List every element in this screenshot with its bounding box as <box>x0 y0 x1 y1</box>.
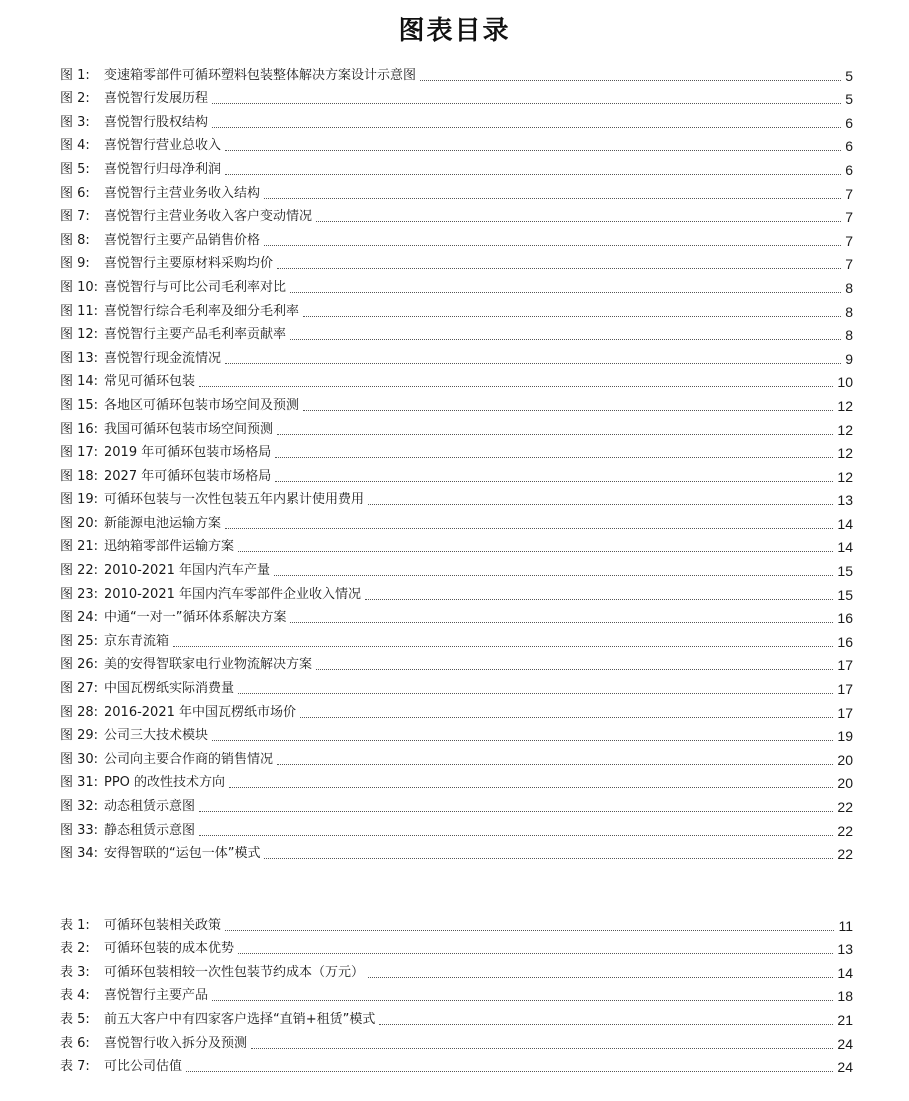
dot-leader <box>264 245 841 246</box>
dot-leader <box>238 953 833 954</box>
entry-label: 图 32: <box>60 799 99 814</box>
entry-title: 前五大客户中有四家客户选择“直销+租赁”模式 <box>104 1011 376 1027</box>
toc-entry-figure-33[interactable] <box>60 816 853 840</box>
dot-leader <box>186 1071 833 1072</box>
entry-title: 喜悦智行主要产品 <box>104 988 209 1004</box>
entry-page-number: 15 <box>837 586 853 603</box>
entry-label: 图 4: <box>60 138 90 154</box>
toc-entry-figure-6[interactable] <box>60 179 853 203</box>
dot-leader <box>225 930 834 931</box>
toc-entry-table-7[interactable] <box>60 1053 853 1077</box>
entry-page-number: 10 <box>837 374 853 391</box>
toc-entry-figure-34[interactable] <box>60 840 853 864</box>
dot-leader <box>225 528 833 529</box>
entry-title: 2016-2021 年中国瓦楞纸市场价 <box>104 704 296 720</box>
entry-page-number: 20 <box>837 775 853 792</box>
entry-page-number: 16 <box>837 610 853 627</box>
entry-page-number: 18 <box>837 988 853 1005</box>
dot-leader <box>251 1048 833 1049</box>
toc-entry-figure-27[interactable] <box>60 674 853 698</box>
entry-page-number: 13 <box>837 941 853 958</box>
entry-title: 喜悦智行主营业务收入客户变动情况 <box>104 209 313 225</box>
dot-leader <box>368 977 833 978</box>
dot-leader <box>199 835 833 836</box>
dot-leader <box>300 717 833 718</box>
toc-entry-figure-12[interactable] <box>60 321 853 345</box>
dot-leader <box>277 434 833 435</box>
entry-page-number: 6 <box>845 138 853 155</box>
entry-label: 图 18: <box>60 468 99 484</box>
figure-list <box>60 61 853 863</box>
entry-label: 图 16: <box>60 421 99 437</box>
entry-title: 公司三大技术模块 <box>104 728 209 744</box>
entry-label: 图 9: <box>60 256 90 272</box>
entry-title: 喜悦智行股权结构 <box>104 114 209 130</box>
dot-leader <box>199 811 833 812</box>
entry-title: 喜悦智行发展历程 <box>104 91 209 107</box>
entry-label: 图 1: <box>60 67 90 83</box>
entry-title: 变速箱零部件可循环塑料包装整体解决方案设计示意图 <box>104 67 417 83</box>
dot-leader <box>277 764 833 765</box>
entry-label: 图 23: <box>60 586 99 602</box>
page-title: 图表目录 <box>398 16 511 46</box>
entry-page-number: 22 <box>837 846 853 863</box>
toc-entry-figure-13[interactable] <box>60 344 853 368</box>
table-list <box>60 911 853 1076</box>
entry-page-number: 7 <box>845 256 853 273</box>
toc-entry-figure-3[interactable] <box>60 108 853 132</box>
dot-leader <box>275 481 833 482</box>
toc-entry-figure-28[interactable] <box>60 698 853 722</box>
entry-page-number: 14 <box>837 964 853 981</box>
entry-page-number: 24 <box>837 1035 853 1052</box>
entry-title: 喜悦智行现金流情况 <box>104 350 222 366</box>
dot-leader <box>225 363 841 364</box>
entry-title: 动态租赁示意图 <box>104 799 196 814</box>
entry-label: 图 34: <box>60 846 99 862</box>
entry-label: 图 26: <box>60 657 99 673</box>
toc-entry-figure-30[interactable] <box>60 745 853 769</box>
entry-title: 我国可循环包装市场空间预测 <box>104 421 274 437</box>
toc-entry-figure-18[interactable] <box>60 462 853 486</box>
entry-label: 图 20: <box>60 515 99 531</box>
toc-entry-figure-25[interactable] <box>60 627 853 651</box>
toc-entry-figure-26[interactable] <box>60 651 853 675</box>
entry-title: 喜悦智行综合毛利率及细分毛利率 <box>104 303 300 319</box>
entry-label: 表 7: <box>60 1059 90 1075</box>
entry-page-number: 14 <box>837 515 853 532</box>
dot-leader <box>225 150 841 151</box>
entry-page-number: 6 <box>845 114 853 131</box>
entry-label: 图 7: <box>60 209 90 225</box>
entry-page-number: 12 <box>837 468 853 485</box>
entry-title: 可比公司估值 <box>104 1059 183 1075</box>
entry-label: 图 10: <box>60 279 99 295</box>
dot-leader <box>212 103 841 104</box>
entry-label: 表 3: <box>60 964 90 980</box>
entry-label: 图 15: <box>60 397 99 413</box>
entry-label: 图 8: <box>60 232 90 248</box>
entry-title: 喜悦智行与可比公司毛利率对比 <box>104 279 287 295</box>
toc-entry-figure-19[interactable] <box>60 486 853 510</box>
dot-leader <box>225 174 841 175</box>
dot-leader <box>365 599 833 600</box>
dot-leader <box>212 740 833 741</box>
entry-title: 喜悦智行收入拆分及预测 <box>104 1035 248 1051</box>
entry-page-number: 12 <box>837 445 853 462</box>
dot-leader <box>316 669 833 670</box>
dot-leader <box>290 339 841 340</box>
toc-entry-table-2[interactable] <box>60 935 853 959</box>
entry-page-number: 17 <box>837 657 853 674</box>
entry-label: 图 13: <box>60 350 99 366</box>
entry-label: 图 17: <box>60 445 99 461</box>
entry-title: 中国瓦楞纸实际消费量 <box>104 681 235 697</box>
entry-page-number: 8 <box>845 303 853 320</box>
toc-entry-figure-1[interactable] <box>60 61 853 85</box>
entry-label: 图 29: <box>60 728 99 744</box>
entry-page-number: 22 <box>837 799 853 815</box>
toc-entry-figure-5[interactable] <box>60 155 853 179</box>
entry-label: 表 5: <box>60 1011 90 1027</box>
dot-leader <box>229 787 833 788</box>
entry-title: 可循环包装相较一次性包装节约成本（万元） <box>104 964 365 980</box>
entry-title: 常见可循环包装 <box>104 374 196 390</box>
dot-leader <box>303 316 841 317</box>
entry-page-number: 6 <box>845 161 853 178</box>
entry-label: 图 28: <box>60 704 99 720</box>
entry-page-number: 20 <box>837 751 853 768</box>
dot-leader <box>264 858 833 859</box>
dot-leader <box>199 386 833 387</box>
entry-label: 图 6: <box>60 185 90 201</box>
toc-entry-figure-29[interactable] <box>60 722 853 746</box>
dot-leader <box>238 551 833 552</box>
toc-entry-table-6[interactable] <box>60 1029 853 1053</box>
entry-page-number: 15 <box>837 563 853 580</box>
entry-title: 喜悦智行主要产品毛利率贡献率 <box>104 327 287 343</box>
entry-label: 图 19: <box>60 492 99 508</box>
entry-title: 喜悦智行主要原材料采购均价 <box>104 256 274 272</box>
entry-label: 图 33: <box>60 822 99 838</box>
entry-title: 可循环包装的成本优势 <box>104 941 235 957</box>
entry-page-number: 5 <box>845 91 853 108</box>
dot-leader <box>290 292 841 293</box>
entry-label: 图 3: <box>60 114 90 130</box>
entry-title: 安得智联的“运包一体”模式 <box>104 846 261 862</box>
entry-page-number: 8 <box>845 327 853 344</box>
entry-label: 图 21: <box>60 539 99 555</box>
dot-leader <box>212 1000 833 1001</box>
dot-leader <box>316 221 841 222</box>
entry-title: 2010-2021 年国内汽车产量 <box>104 563 270 579</box>
entry-title: 2010-2021 年国内汽车零部件企业收入情况 <box>104 586 361 602</box>
toc-entry-figure-16[interactable] <box>60 415 853 439</box>
toc-entry-figure-9[interactable] <box>60 250 853 274</box>
entry-page-number: 14 <box>837 539 853 556</box>
toc-entry-figure-31[interactable] <box>60 769 853 793</box>
entry-title: 可循环包装相关政策 <box>104 917 222 933</box>
entry-page-number: 13 <box>837 492 853 509</box>
entry-title: 迅纳箱零部件运输方案 <box>104 539 235 555</box>
entry-page-number: 12 <box>837 421 853 438</box>
toc-entry-figure-7[interactable] <box>60 203 853 227</box>
toc-entry-figure-15[interactable] <box>60 391 853 415</box>
toc-entry-table-3[interactable] <box>60 958 853 982</box>
entry-page-number: 7 <box>845 209 853 226</box>
entry-title: 喜悦智行主要产品销售价格 <box>104 232 261 248</box>
dot-leader <box>368 504 833 505</box>
entry-label: 表 2: <box>60 941 90 957</box>
entry-label: 图 25: <box>60 633 99 649</box>
toc-entry-figure-20[interactable] <box>60 509 853 533</box>
toc-entry-figure-2[interactable] <box>60 85 853 109</box>
toc-entry-figure-11[interactable] <box>60 297 853 321</box>
toc-entry-figure-32[interactable] <box>60 792 853 816</box>
entry-title: 2019 年可循环包装市场格局 <box>104 445 272 461</box>
entry-page-number: 7 <box>845 185 853 202</box>
entry-page-number: 19 <box>837 728 853 745</box>
entry-page-number: 5 <box>845 67 853 84</box>
toc-entry-figure-4[interactable] <box>60 132 853 156</box>
entry-page-number: 12 <box>837 397 853 414</box>
dot-leader <box>379 1024 833 1025</box>
entry-label: 图 27: <box>60 681 99 697</box>
entry-page-number: 11 <box>838 917 853 934</box>
toc-entry-table-4[interactable] <box>60 982 853 1006</box>
entry-label: 图 2: <box>60 91 90 107</box>
entry-label: 图 12: <box>60 327 99 343</box>
entry-title: 各地区可循环包装市场空间及预测 <box>104 397 300 413</box>
entry-page-number: 17 <box>837 704 853 721</box>
entry-title: 2027 年可循环包装市场格局 <box>104 468 272 484</box>
entry-label: 图 30: <box>60 751 99 767</box>
entry-page-number: 8 <box>845 279 853 296</box>
toc-entry-figure-10[interactable] <box>60 273 853 297</box>
dot-leader <box>290 622 833 623</box>
toc-entry-table-1[interactable] <box>60 911 853 935</box>
entry-page-number: 16 <box>837 633 853 650</box>
entry-page-number: 7 <box>845 232 853 249</box>
dot-leader <box>303 410 833 411</box>
dot-leader <box>277 268 841 269</box>
toc-entry-figure-8[interactable] <box>60 226 853 250</box>
entry-label: 图 22: <box>60 563 99 579</box>
entry-page-number: 21 <box>837 1011 853 1028</box>
toc-entry-figure-22[interactable] <box>60 556 853 580</box>
entry-page-number: 22 <box>837 822 853 839</box>
entry-label: 表 6: <box>60 1035 90 1051</box>
entry-label: 图 24: <box>60 610 99 626</box>
entry-title: 美的安得智联家电行业物流解决方案 <box>104 657 313 673</box>
entry-title: 喜悦智行主营业务收入结构 <box>104 185 261 201</box>
entry-label: 图 5: <box>60 161 90 177</box>
entry-title: 静态租赁示意图 <box>104 822 196 838</box>
entry-title: 新能源电池运输方案 <box>104 515 222 531</box>
dot-leader <box>238 693 833 694</box>
entry-page-number: 17 <box>837 681 853 698</box>
entry-label: 图 31: <box>60 775 99 791</box>
entry-title: 喜悦智行营业总收入 <box>104 138 222 154</box>
entry-page-number: 9 <box>845 350 853 367</box>
toc-entry-table-5[interactable] <box>60 1005 853 1029</box>
entry-title: 喜悦智行归母净利润 <box>104 161 222 177</box>
toc-entry-figure-24[interactable] <box>60 604 853 628</box>
dot-leader <box>274 575 833 576</box>
toc-entry-figure-17[interactable] <box>60 439 853 463</box>
entry-page-number: 24 <box>837 1059 853 1076</box>
dot-leader <box>173 646 833 647</box>
entry-title: 京东青流箱 <box>104 633 170 649</box>
entry-label: 表 1: <box>60 917 90 933</box>
entry-label: 图 11: <box>60 303 99 319</box>
dot-leader <box>420 80 841 81</box>
toc-entry-figure-14[interactable] <box>60 368 853 392</box>
entry-label: 表 4: <box>60 988 90 1004</box>
dot-leader <box>212 127 841 128</box>
entry-label: 图 14: <box>60 374 99 390</box>
dot-leader <box>264 198 841 199</box>
dot-leader <box>275 457 833 458</box>
toc-entry-figure-21[interactable] <box>60 533 853 557</box>
entry-title: PPO 的改性技术方向 <box>104 775 226 791</box>
entry-title: 中通“一对一”循环体系解决方案 <box>104 610 287 626</box>
toc-entry-figure-23[interactable] <box>60 580 853 604</box>
entry-title: 公司向主要合作商的销售情况 <box>104 751 274 767</box>
entry-title: 可循环包装与一次性包装五年内累计使用费用 <box>104 492 365 508</box>
